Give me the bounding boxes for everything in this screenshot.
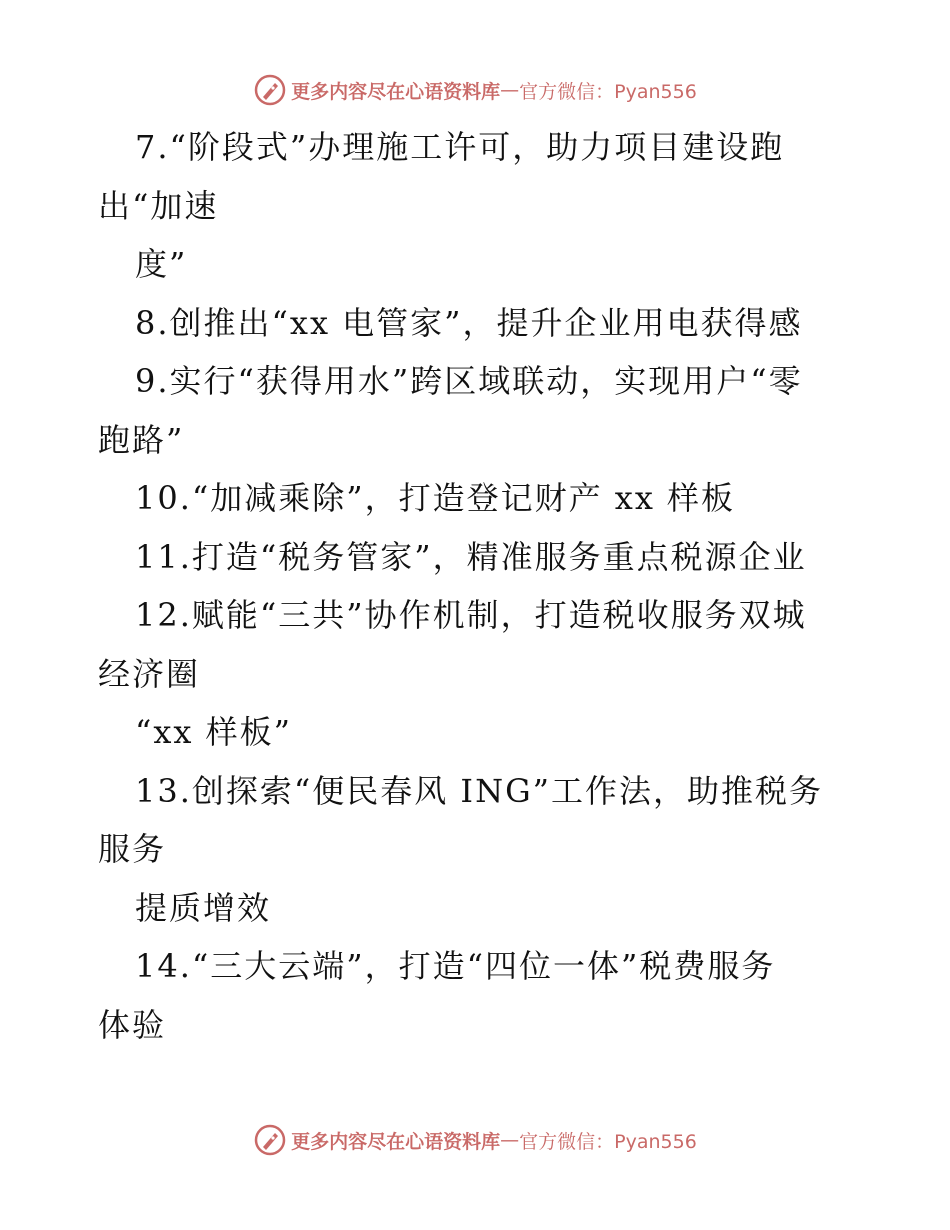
text-line: 度” xyxy=(135,245,188,283)
watermark-dash: — xyxy=(500,79,520,101)
text-line: 14.“三大云端”，打造“四位一体”税费服务 xyxy=(135,947,776,985)
text-line: 出“加速 xyxy=(98,186,219,225)
watermark-suffix: 官方微信：Pyan556 xyxy=(519,1130,697,1153)
text-line: 13.创探索“便民春风 ING”工作法，助推税务 xyxy=(135,771,823,810)
header-watermark xyxy=(0,70,950,110)
text-line: 10.“加减乘除”，打造登记财产 xx 样板 xyxy=(135,479,736,517)
footer-watermark xyxy=(0,1120,950,1160)
watermark-suffix: 官方微信：Pyan556 xyxy=(519,80,697,103)
text-line: 提质增效 xyxy=(135,888,272,927)
text-line: 12.赋能“三共”协作机制，打造税收服务双城 xyxy=(135,596,807,634)
text-line: 11.打造“税务管家”，精准服务重点税源企业 xyxy=(135,537,807,576)
text-line: 8.创推出“xx 电管家”，提升企业用电获得感 xyxy=(135,303,803,342)
pen-nib-circle-icon xyxy=(253,1123,287,1157)
watermark-dash: — xyxy=(500,1129,520,1151)
text-line: 7.“阶段式”办理施工许可，助力项目建设跑 xyxy=(135,128,785,166)
text-line: “xx 样板” xyxy=(135,713,292,751)
pen-nib-circle-icon xyxy=(253,73,287,107)
text-line: 9.实行“获得用水”跨区域联动，实现用户“零 xyxy=(135,362,803,400)
text-line: 经济圈 xyxy=(98,654,201,693)
text-line: 服务 xyxy=(98,830,167,868)
document-body xyxy=(98,118,858,1054)
text-line: 跑路” xyxy=(98,420,185,459)
watermark-prefix: 更多内容尽在心语资料库 xyxy=(291,80,501,103)
watermark-prefix: 更多内容尽在心语资料库 xyxy=(291,1130,501,1153)
text-line: 体验 xyxy=(98,1005,167,1044)
